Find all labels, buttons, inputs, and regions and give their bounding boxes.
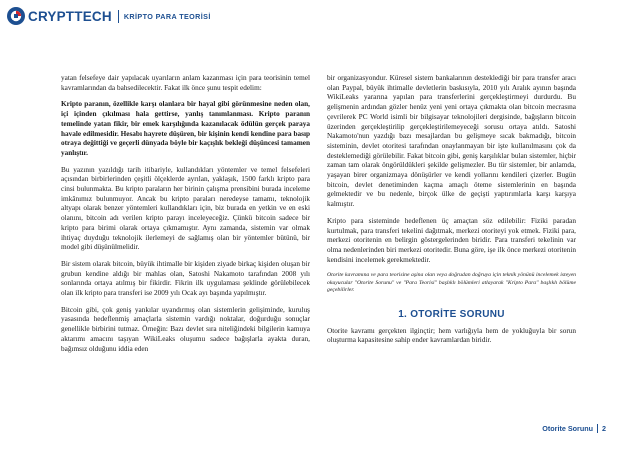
left-bold-paragraph: Kripto paranın, özellikle karşı olanlara bir hayal gibi görünmesine neden olan, içi içinden çıkılması hala gettirse, yanlış tanımlanması. Kripto paranın temelinde yatan fikir, bir emek karşılığında kazanılacak ödülün gerçek paraya havale edilmesidir. Hesabı hayrete düşüren, bir kişinin kendi kendine para basıp otraya değittiği ve geçerli dünyada böyle bir kaçışlık bekleği düşüncesi tamamen yanlıştır. bbox=[61, 100, 310, 157]
header-title: KRİPTO PARA TEORİSİ bbox=[123, 11, 211, 21]
page-footer bbox=[542, 424, 606, 433]
page-number: 2 bbox=[602, 424, 606, 433]
crypttech-logo-icon bbox=[6, 6, 26, 26]
footer-section-name: Otorite Sorunu bbox=[542, 424, 593, 433]
page-header bbox=[6, 5, 211, 27]
right-paragraph-2: Kripto para sisteminde hedeflenen üç amaçtan söz edilebilir: Fiziki paradan kurtulmak, para transferi tekelini dağıtmak, merkezi otoriteyi yok etmek. Fiziki para, merkezi otoritenin en belirgin göstergelerinden biridir. Para transferi tekelinin var olma nedenlerinden biri merkezi otoritedir. Buna göre, işe ilk önce merkezi otoritenin kendisini incelemek gerekmektedir. bbox=[327, 216, 576, 264]
right-paragraph-3: Otorite kavramı gerçekten ilginçtir; hem varlığıyla hem de yokluğuyla bir sorun oluşturma kapasitesine sahip ender kavramlardan biridir. bbox=[327, 326, 576, 345]
left-paragraph-5: Bitcoin gibi, çok geniş yankılar uyandırmış olan sistemlerin gelişiminde, kuruluş yasasında hedeflenmiş amaçlarla sistemin vardığı noktalar, doğurduğu sonuçlar genellikle birbirini tutmaz. Örneğin: Bazı devlet sıra niteliğindeki bilgilerin kamuya aktarımı amacını taşıyan WikiLeaks oluşumu sadece bağışlarla ayakta duran, bağımsız olduğunu iddia eden bbox=[61, 305, 310, 353]
reader-note: Otorite kavramına ve para teorisine aşina olan veya doğrudan doğruya için teknik yönünü incelemek isteyen okuyucular "Otorite Sorunu" ve "Para Teorisi" başlıklı bölümleri atlayarak "Kripto Para" başlıklı bölüme geçebilirler. bbox=[327, 272, 576, 293]
logo-text: CRYPTTECH bbox=[28, 8, 112, 24]
section-title: 1. OTORİTE SORUNU bbox=[398, 308, 505, 320]
left-paragraph-1: yatan felsefeye dair yapılacak uyarıların anlam kazanması için para teorisinin temel kavramlarından da bahsedilecektir. Fakat ilk önce şunu tespit edelim: bbox=[61, 74, 310, 92]
right-column bbox=[327, 74, 576, 353]
left-column bbox=[61, 74, 310, 361]
header-divider bbox=[118, 10, 119, 23]
footer-divider bbox=[597, 424, 598, 433]
left-paragraph-3: Bu yazının yazıldığı tarih itibariyle, kullandıkları yöntemler ve temel felsefeleri açısından birbirlerinden çeşitli ölçeklerde ayrılan, yaklaşık, 1500 farklı kripto para cinsi bulunmakta. Bu kripto paraların her birinin çalışma prensibini burada inceleme imkânımız bulunmuyor. Ancak bu kripto paraları neredeyse tamamı, teknolojik altyapı olarak benzer yöntemleri kullandıkları için, biz burada en yetkin ve en eski olanını, bitcoin adı verilen kripto parayı inceleyeceğiz. Çünkü bitcoin sadece bir kripto para birimi olarak ortaya çıkmamıştır. Aynı zamanda, sistemin var olmak ihtiyaç duyduğu teknolojik ilerlemeyi de sağlamış olan bir yöntemler bütünü, bir model gibi düşünülmelidir. bbox=[61, 165, 310, 252]
right-paragraph-1: bir organizasyondur. Küresel sistem bankalarının desteklediği bir para transfer aracı olan Paypal, büyük ihtimalle devletlerin baskısıyla, 2010 yılı Aralık ayının başında WikiLeaks yararına yapılan para transferlerini gerçekleştirmeyi durdurdu. Bu gelişmenin ardından gözler henüz yeni yeni ortaya çıkmakta olan bitcoin mecrasına çevrilerek PC World isimli bir bilgisayar teknolojileri dergisinde, bağışların bitcoin üzerinden gerçekleştirilip gerçekleştirilemeyeceği sorusu ortaya atıldı. Satoshi Nakamoto'nun yazdığı bazı mesajlardan bu gelişmeye sıcak bakmadığı, bitcoin sisteminin, devlet otoritesi tarafından onaylanmayan bir işte kullanılmasını çok da desteklemediği görülebilir. Fakat bitcoin gibi, geniş karşılıklar bulan sistemler, hiçbir zaman tam olarak öngörüldükleri şekilde gelişmezler. Bu tür sistemler, bir anlamda, yaşayan birer organizmaya dönüşürler ve kendi yollarını kendileri çizerler. Bugün bitcoin, devlet denetiminden kaçma amaçlı öteme sistemlerinin en başında gelmektedir ve bu nedenle, birçok ülke de geçişti yaptırımlarla karşı karşıya kalmıştır. bbox=[327, 74, 576, 209]
left-paragraph-4: Bir sistem olarak bitcoin, büyük ihtimalle bir kişiden ziyade birkaç kişiden oluşan bir grubun kendine aldığı bir mahlas olan, Satoshi Nakamoto tarafından 2008 yılı sonlarında ortaya atılmış bir fikirdir. Fikrin ilk uygulaması şeklinde görülebilecek olan ilk kripto para transferi ise 2009 yılı Ocak ayı başında yapılmıştır. bbox=[61, 259, 310, 298]
